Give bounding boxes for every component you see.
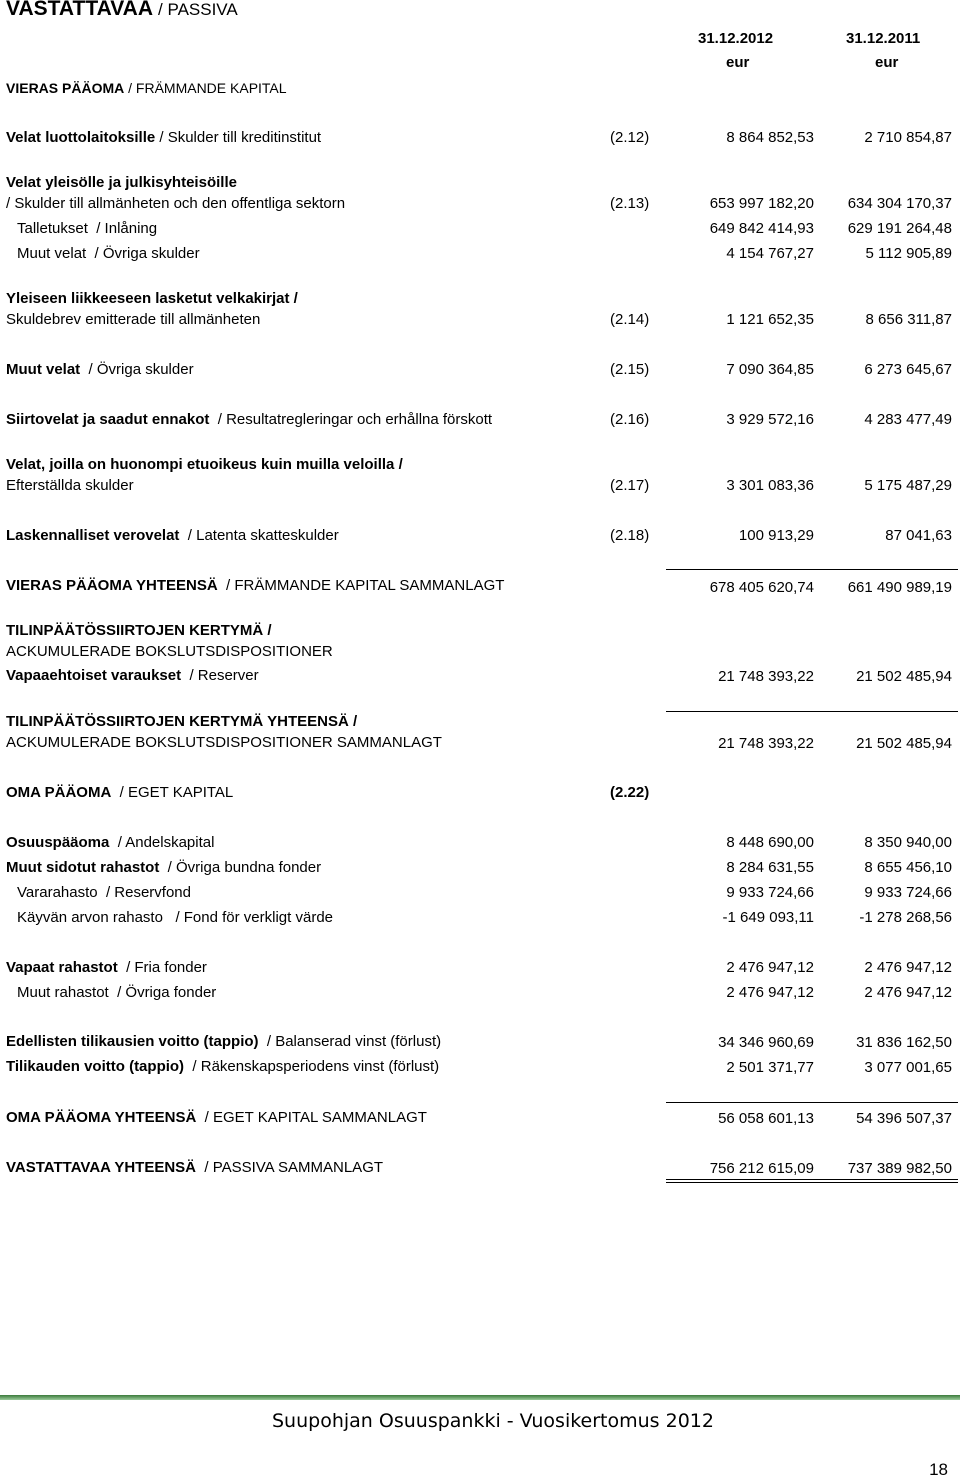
row-value-2012: 653 997 182,20 (709, 195, 814, 212)
row-label: VIERAS PÄÄOMA YHTEENSÄ / FRÄMMANDE KAPITAL SAMMANLAGT (6, 577, 505, 594)
row-label: Velat yleisölle ja julkisyhteisöille (6, 174, 237, 191)
row-label: Vararahasto / Reservfond (17, 884, 191, 901)
page-title (6, 0, 238, 22)
footer-line (0, 1395, 960, 1400)
row-value-2011: 4 283 477,49 (864, 411, 952, 428)
row-label: Edellisten tilikausien voitto (tappio) / Balanserad vinst (förlust) (6, 1033, 442, 1050)
row-note: (2.22) (610, 784, 650, 801)
total-rule (666, 569, 958, 570)
footer-text: Suupohjan Osuuspankki - Vuosikertomus 2012 (272, 1410, 714, 1432)
row-value-2012: 8 284 631,55 (726, 859, 814, 876)
total-rule (666, 1102, 958, 1103)
row-note: (2.13) (610, 195, 650, 212)
row-value-2012: 34 346 960,69 (718, 1034, 814, 1051)
row-value-2011: 2 710 854,87 (864, 129, 952, 146)
row-value-2011: 737 389 982,50 (847, 1160, 952, 1177)
col2-date: 31.12.2011 (846, 30, 921, 47)
row-value-2012: 56 058 601,13 (718, 1110, 814, 1127)
grand-total-rule (666, 1179, 958, 1180)
col1-date: 31.12.2012 (698, 30, 774, 47)
row-label: Yleiseen liikkeeseen lasketut velkakirjat / (6, 290, 298, 307)
title-sv: / PASSIVA (158, 0, 238, 19)
row-value-2012: 21 748 393,22 (718, 668, 814, 685)
row-value-2011: 634 304 170,37 (847, 195, 952, 212)
row-value-2011: 21 502 485,94 (856, 735, 952, 752)
section-sv: / FRÄMMANDE KAPITAL (128, 80, 287, 96)
row-value-2012: 7 090 364,85 (726, 361, 814, 378)
row-label: Tilikauden voitto (tappio) / Räkenskapsperiodens vinst (förlust) (6, 1058, 440, 1075)
row-value-2011: 2 476 947,12 (864, 984, 952, 1001)
title-fi: VASTATTAVAA (6, 0, 153, 20)
col2-unit: eur (875, 54, 899, 71)
row-label: TILINPÄÄTÖSSIIRTOJEN KERTYMÄ / (6, 622, 272, 639)
row-label: Käyvän arvon rahasto / Fond för verkligt värde (17, 909, 334, 926)
row-label: Muut velat / Övriga skulder (17, 245, 200, 262)
row-note: (2.16) (610, 411, 650, 428)
row-label: TILINPÄÄTÖSSIIRTOJEN KERTYMÄ YHTEENSÄ / (6, 713, 358, 730)
row-value-2011: 629 191 264,48 (847, 220, 952, 237)
row-label: Velat, joilla on huonompi etuoikeus kuin muilla veloilla / (6, 456, 403, 473)
section-heading (6, 79, 287, 97)
row-value-2011: 87 041,63 (885, 527, 952, 544)
row-note: (2.17) (610, 477, 650, 494)
row-value-2011: 5 112 905,89 (865, 245, 952, 262)
section-fi: VIERAS PÄÄOMA (6, 80, 125, 96)
row-label: Laskennalliset verovelat / Latenta skatteskulder (6, 527, 339, 544)
row-value-2011: 8 655 456,10 (864, 859, 952, 876)
row-value-2011: 2 476 947,12 (864, 959, 952, 976)
row-label: Vapaat rahastot / Fria fonder (6, 959, 207, 976)
row-value-2011: -1 278 268,56 (859, 909, 952, 926)
row-value-2011: 31 836 162,50 (856, 1034, 952, 1051)
row-label: Muut velat / Övriga skulder (6, 361, 194, 378)
row-value-2012: 8 864 852,53 (726, 129, 814, 146)
row-note: (2.14) (610, 311, 650, 328)
row-value-2012: 9 933 724,66 (726, 884, 814, 901)
row-value-2011: 54 396 507,37 (856, 1110, 952, 1127)
row-label: VASTATTAVAA YHTEENSÄ / PASSIVA SAMMANLAGT (6, 1159, 384, 1176)
row-value-2011: 8 656 311,87 (865, 311, 952, 328)
row-label-sv: ACKUMULERADE BOKSLUTSDISPOSITIONER SAMMANLAGT (6, 734, 442, 751)
row-value-2012: 1 121 652,35 (726, 311, 814, 328)
row-value-2012: 2 476 947,12 (726, 959, 814, 976)
row-value-2012: -1 649 093,11 (722, 909, 814, 926)
row-value-2012: 100 913,29 (738, 527, 814, 544)
row-value-2012: 8 448 690,00 (726, 834, 814, 851)
row-label: Osuuspääoma / Andelskapital (6, 834, 215, 851)
row-label-sv: / Skulder till allmänheten och den offentliga sektorn (6, 195, 346, 212)
row-value-2012: 649 842 414,93 (709, 220, 814, 237)
row-label: Muut rahastot / Övriga fonder (17, 984, 217, 1001)
row-value-2012: 2 476 947,12 (726, 984, 814, 1001)
row-note: (2.15) (610, 361, 650, 378)
page-number: 18 (929, 1460, 948, 1479)
row-label: Vapaaehtoiset varaukset / Reserver (6, 667, 259, 684)
row-value-2011: 3 077 001,65 (864, 1059, 952, 1076)
row-value-2012: 756 212 615,09 (709, 1160, 814, 1177)
col1-unit: eur (726, 54, 750, 71)
row-value-2012: 21 748 393,22 (718, 735, 814, 752)
row-label: Velat luottolaitoksille / Skulder till kreditinstitut (6, 129, 322, 146)
row-value-2012: 678 405 620,74 (709, 579, 814, 596)
row-value-2012: 4 154 767,27 (726, 245, 814, 262)
row-label-sv: Skuldebrev emitterade till allmänheten (6, 311, 261, 328)
row-value-2012: 3 301 083,36 (726, 477, 814, 494)
row-value-2011: 6 273 645,67 (864, 361, 952, 378)
row-note: (2.18) (610, 527, 650, 544)
row-label: Talletukset / Inlåning (17, 220, 158, 237)
row-label: Siirtovelat ja saadut ennakot / Resultatregleringar och erhållna förskott (6, 411, 493, 428)
row-value-2011: 661 490 989,19 (847, 579, 952, 596)
total-rule (666, 711, 958, 712)
row-label: Muut sidotut rahastot / Övriga bundna fonder (6, 859, 322, 876)
row-value-2011: 21 502 485,94 (856, 668, 952, 685)
row-value-2012: 3 929 572,16 (726, 411, 814, 428)
row-label: OMA PÄÄOMA YHTEENSÄ / EGET KAPITAL SAMMANLAGT (6, 1109, 427, 1126)
row-label-sv: Efterställda skulder (6, 477, 134, 494)
row-label-sv: ACKUMULERADE BOKSLUTSDISPOSITIONER (6, 643, 333, 660)
row-label: OMA PÄÄOMA / EGET KAPITAL (6, 784, 234, 801)
row-value-2011: 9 933 724,66 (864, 884, 952, 901)
row-value-2011: 8 350 940,00 (864, 834, 952, 851)
grand-total-rule (666, 1182, 958, 1183)
row-value-2012: 2 501 371,77 (726, 1059, 814, 1076)
row-note: (2.12) (610, 129, 650, 146)
row-value-2011: 5 175 487,29 (864, 477, 952, 494)
